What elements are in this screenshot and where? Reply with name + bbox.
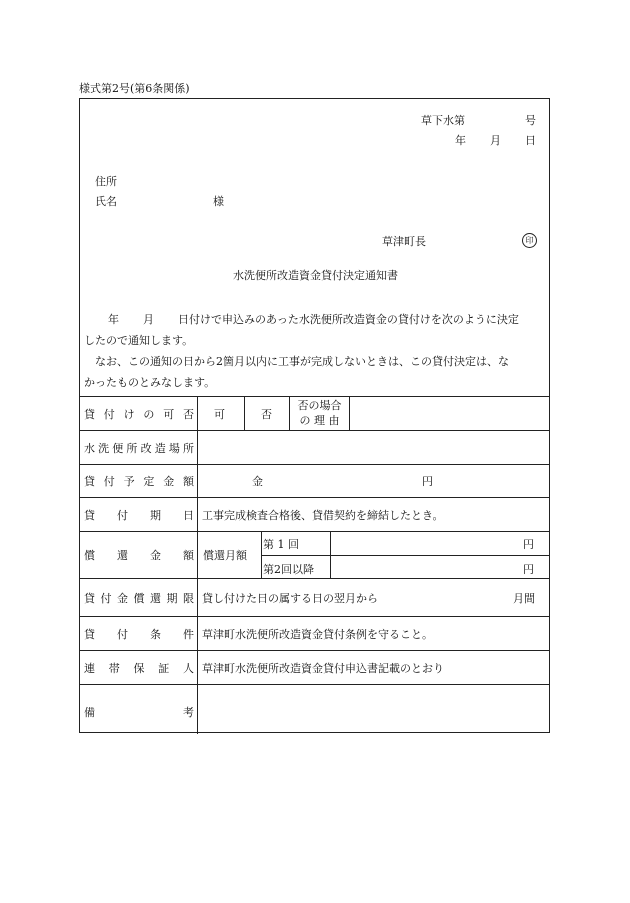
guarantor-value: 草津町水洗便所改造資金貸付申込書記載のとおり — [202, 662, 444, 675]
repayment-period-label: 貸付金償還期限 — [84, 592, 194, 605]
conditions-label: 貸付条件 — [84, 628, 194, 641]
location-label: 水洗便所改造場所 — [84, 442, 194, 455]
para1-month: 月 — [143, 313, 154, 326]
date-year: 年 — [455, 134, 466, 147]
notice-paragraph-1 — [84, 309, 546, 393]
remarks-label: 備考 — [84, 706, 194, 719]
amount-unit: 円 — [422, 475, 433, 488]
row-line-6 — [80, 616, 549, 617]
repayment-period-value: 貸し付けた日の属する日の翌月から — [202, 592, 378, 605]
para1-line1: 日付けで申込みのあった水洗便所改造資金の貸付けを次のように決定 — [178, 313, 519, 326]
name-label: 氏名 — [95, 195, 117, 208]
date-day: 日 — [525, 134, 536, 147]
period-value: 工事完成検査合格後、貸借契約を締結したとき。 — [202, 509, 444, 522]
notice-form — [79, 98, 550, 733]
approval-no: 否 — [261, 408, 272, 421]
repayment-second-label: 第2回以降 — [263, 563, 314, 576]
conditions-value: 草津町水洗便所改造資金貸付条例を守ること。 — [202, 628, 433, 641]
form-number: 様式第2号(第6条関係) — [79, 82, 190, 95]
date-month: 月 — [490, 134, 501, 147]
row-line-5 — [80, 578, 549, 579]
approval-yes: 可 — [214, 408, 225, 421]
row-line-1 — [80, 430, 549, 431]
para1-line2: したので通知します。 — [84, 334, 194, 347]
issuer-title: 草津町長 — [382, 235, 426, 248]
row-line-8 — [80, 684, 549, 685]
approval-yes-no-divider — [244, 396, 245, 430]
amount-prefix: 金 — [252, 475, 263, 488]
approval-reason-divider — [349, 396, 350, 430]
guarantor-label: 連帯保証人 — [84, 662, 194, 675]
para2-line1: なお、この通知の日から2箇月以内に工事が完成しないときは、この貸付決定は、な — [95, 355, 509, 368]
para2-line2: かったものとみなします。 — [84, 376, 216, 389]
reason-label-line1: 否の場合 — [297, 399, 342, 412]
repayment-label: 償還金額 — [84, 549, 194, 562]
approval-label: 貸付けの可否 — [84, 408, 194, 421]
repayment-inner-line — [261, 555, 549, 556]
honorific: 様 — [213, 195, 224, 208]
period-label: 貸付期日 — [84, 509, 194, 522]
repayment-value-divider — [330, 531, 331, 578]
row-line-2 — [80, 464, 549, 465]
approval-no-reason-divider — [289, 396, 290, 430]
doc-number-prefix: 草下水第 — [421, 114, 465, 127]
label-column-line — [197, 396, 198, 734]
repayment-monthly-label: 償還月額 — [203, 549, 247, 562]
repayment-monthly-divider — [261, 531, 262, 578]
repayment-period-unit: 月間 — [513, 592, 535, 605]
seal-icon: 印 — [522, 233, 537, 248]
address-label: 住所 — [95, 175, 117, 188]
repayment-second-unit: 円 — [523, 563, 534, 576]
table-top-line — [80, 396, 549, 397]
repayment-first-label: 第 1 回 — [263, 538, 299, 551]
reason-label — [292, 398, 347, 428]
row-line-4 — [80, 531, 549, 532]
reason-label-line2: の 理 由 — [299, 414, 340, 427]
row-line-7 — [80, 650, 549, 651]
para1-year: 年 — [108, 313, 119, 326]
repayment-first-unit: 円 — [523, 538, 534, 551]
document-title: 水洗便所改造資金貸付決定通知書 — [233, 269, 398, 282]
doc-number-suffix: 号 — [525, 114, 536, 127]
amount-label: 貸付予定金額 — [84, 475, 194, 488]
row-line-3 — [80, 497, 549, 498]
